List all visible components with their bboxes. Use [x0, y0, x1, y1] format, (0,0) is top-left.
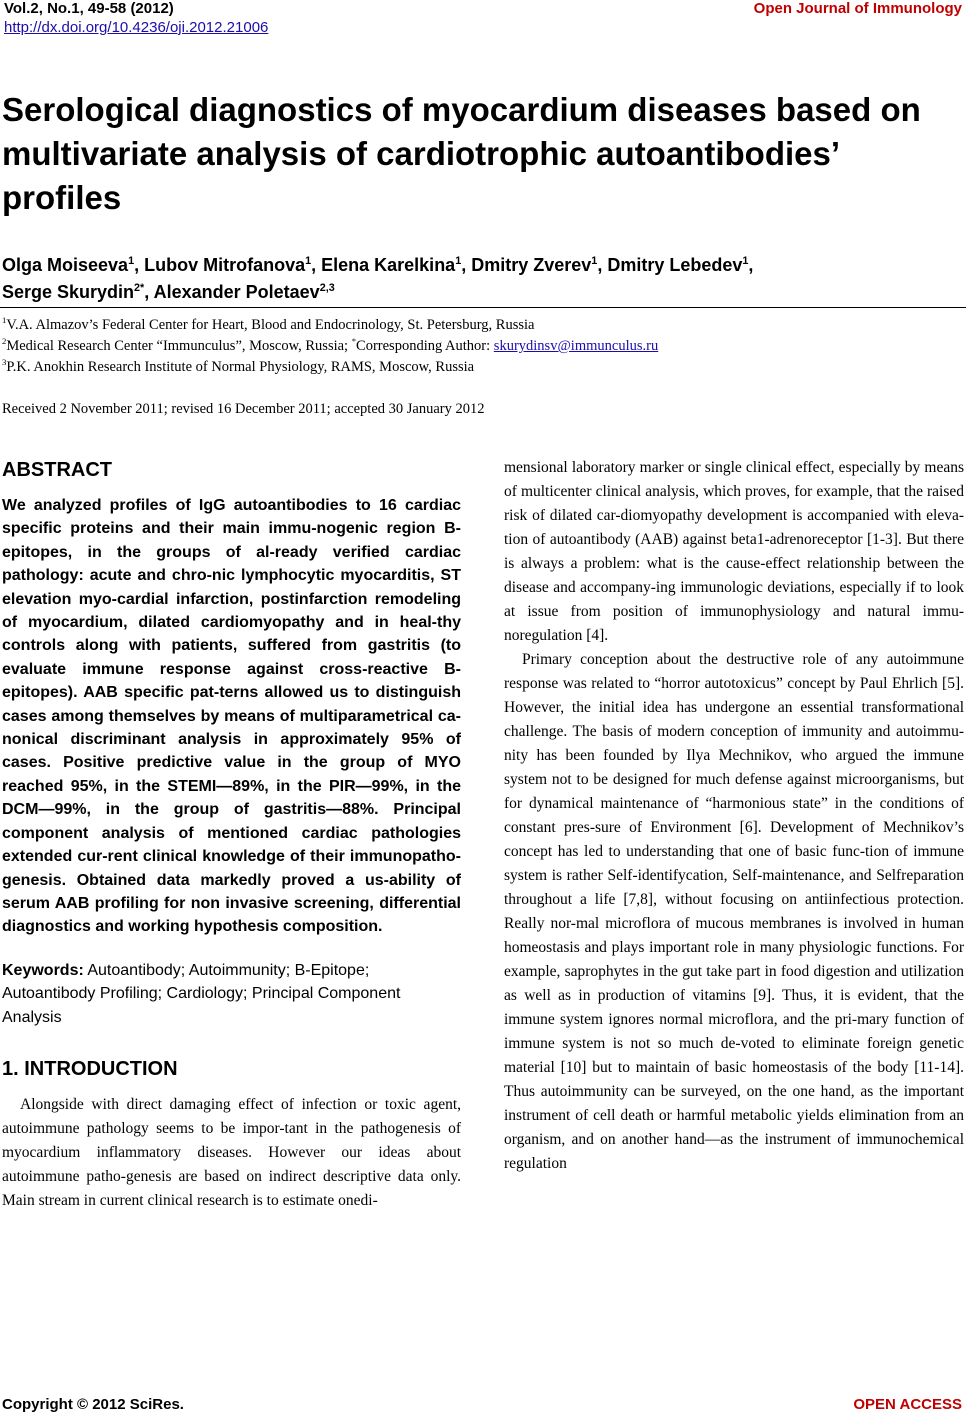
affiliation-2: $^2$Medical Research Center “Immunculus”, Moscow, Russia; *Corresponding Author: skurydinsv@immunculus.ru — [2, 336, 659, 354]
author-list — [2, 252, 962, 306]
abstract-text: We analyzed profiles of IgG autoantibodies to 16 cardiac specific proteins and their main immu-nogenic region B-epitopes, in the groups of al-ready verified cardiac pathology: acute and chro-nic lymphocytic myocarditis, ST elevation myo-cardial infarction, postinfarction remodeling of myocardium, dilated cardiomyopathy and in heal-thy controls along with patients, suffered from gastritis (to evaluate immune response against cross-reactive B-epitopes). AAB specific pat-terns allowed us to distinguish cases among themselves by means of multiparametrical ca-nonical discriminant analysis in approximately 95% of cases. Positive predictive value in the group of MYO reached 95%, in the STEMI—89%, in the PIR—99%, in the DCM—99%, in the group of gastritis—88%. Principal component analysis of mentioned cardiac pathologies extended cur-rent clinical knowledge of their immunopatho-genesis. Obtained data markedly proved a us-ability of serum AAB profiling for non invasive screening, differential diagnostics and working hypothesis composition. — [2, 497, 461, 936]
author: Alexander Poletaev$^{2,3}$ — [153, 282, 335, 302]
received-dates: Received 2 November 2011; revised 16 December 2011; accepted 30 January 2012 — [2, 401, 485, 417]
email-link[interactable]: skurydinsv@immunculus.ru — [493, 338, 659, 354]
keywords-text: Autoantibody; Autoimmunity; B-Epitope; Autoantibody Profiling; Cardiology; Principal Component Analysis — [2, 961, 401, 1026]
author: Elena Karelkina$^1$, — [321, 255, 472, 275]
journal-name: Open Journal of Immunology — [753, 0, 962, 17]
doi-link[interactable]: http://dx.doi.org/10.4236/oji.2012.21006 — [4, 19, 269, 36]
affiliation-3: $^3$P.K. Anokhin Research Institute of Normal Physiology, RAMS, Moscow, Russia — [2, 357, 475, 375]
open-access-label: OPEN ACCESS — [853, 1396, 962, 1413]
journal-volume: Vol.2, No.1, 49-58 (2012) — [4, 0, 174, 17]
author: Dmitry Lebedev$^1$, — [607, 255, 754, 275]
author: Serge Skurydin$^{2*}$, — [2, 282, 154, 302]
author: Lubov Mitrofanova$^1$, — [144, 255, 322, 275]
keywords-label: Keywords: — [2, 961, 84, 979]
intro-paragraph: Alongside with direct damaging effect of infection or toxic agent, autoimmune pathology seems to be impor-tant in the pathogenesis of myocardium inflammatory diseases. However our ideas about autoimmune patho-genesis are based on indirect descriptive data only. Main stream in current clinical research is to estimate onedi- — [2, 1095, 461, 1209]
keywords — [2, 959, 461, 1029]
right-column — [504, 456, 964, 1176]
author: Dmitry Zverev$^1$, — [471, 255, 608, 275]
author: Olga Moiseeva$^1$, — [2, 255, 145, 275]
abstract-heading: ABSTRACT — [2, 459, 112, 481]
affiliation-1: $^1$V.A. Almazov’s Federal Center for Heart, Blood and Endocrinology, St. Petersburg, Russia — [2, 315, 535, 333]
affiliations — [2, 315, 962, 378]
intro-paragraph-continued: mensional laboratory marker or single clinical effect, especially by means of multicenter clinical analysis, which proves, for example, that the raised risk of dilated car-diomyopathy development is accompanied with eleva-tion of autoantibody (AAB) against beta1-adrenoreceptor [1-3]. But there is always a problem: what is the cause-effect relationship between the disease and accompany-ing immunologic deviations, especially if to look at issue from position of immunophysiology and natural immu-noregulation [4]. — [504, 459, 964, 644]
copyright: Copyright © 2012 SciRes. — [2, 1396, 184, 1413]
section-heading-introduction: 1. INTRODUCTION — [2, 1057, 178, 1080]
header-divider — [0, 307, 966, 308]
paper-title: Serological diagnostics of myocardium diseases based on multivariate analysis of cardiotrophic autoantibodies’ profiles — [2, 91, 921, 216]
intro-paragraph: Primary conception about the destructive role of any autoimmune response was related to “horror autotoxicus” concept by Paul Ehrlich [5]. However, the initial idea has undergone an essential transformational challenge. The basis of modern conception of immunity and autoimmu-nity has been founded by Ilya Mechnikov, who argued the immune system not to be designed for much defense against microorganisms, but for dynamical maintenance of “harmonious state” in the conditions of constant pres-sure of Environment [6]. Development of Mechnikov’s concept has led to understanding that one of basic func-tion of immune system is rather Self-identifycation, Self-maintenance, and Selfreparation throughout a life [7,8], without focusing on antiinfectious protection. Really nor-mal microflora of mucous membranes is involved in human homeostasis and plays important role in many physiologic functions. For example, saprophytes in the gut take part in food digestion and utilization as well as in production of vitamins [9]. Thus, it is evident, that the immune system ignores normal microflora, and the pri-mary function of immune system is not so much de-voted to eliminate foreign genetic material [10] but to maintain of basic homeostasis of the body [11-14]. Thus autoimmunity can be surveyed, on the one hand, as the important instrument of cell death or harmful metabolic yields elimination from an organism, and on another hand—as the instrument of immunochemical regulation — [504, 651, 964, 1172]
left-column — [2, 456, 461, 1213]
